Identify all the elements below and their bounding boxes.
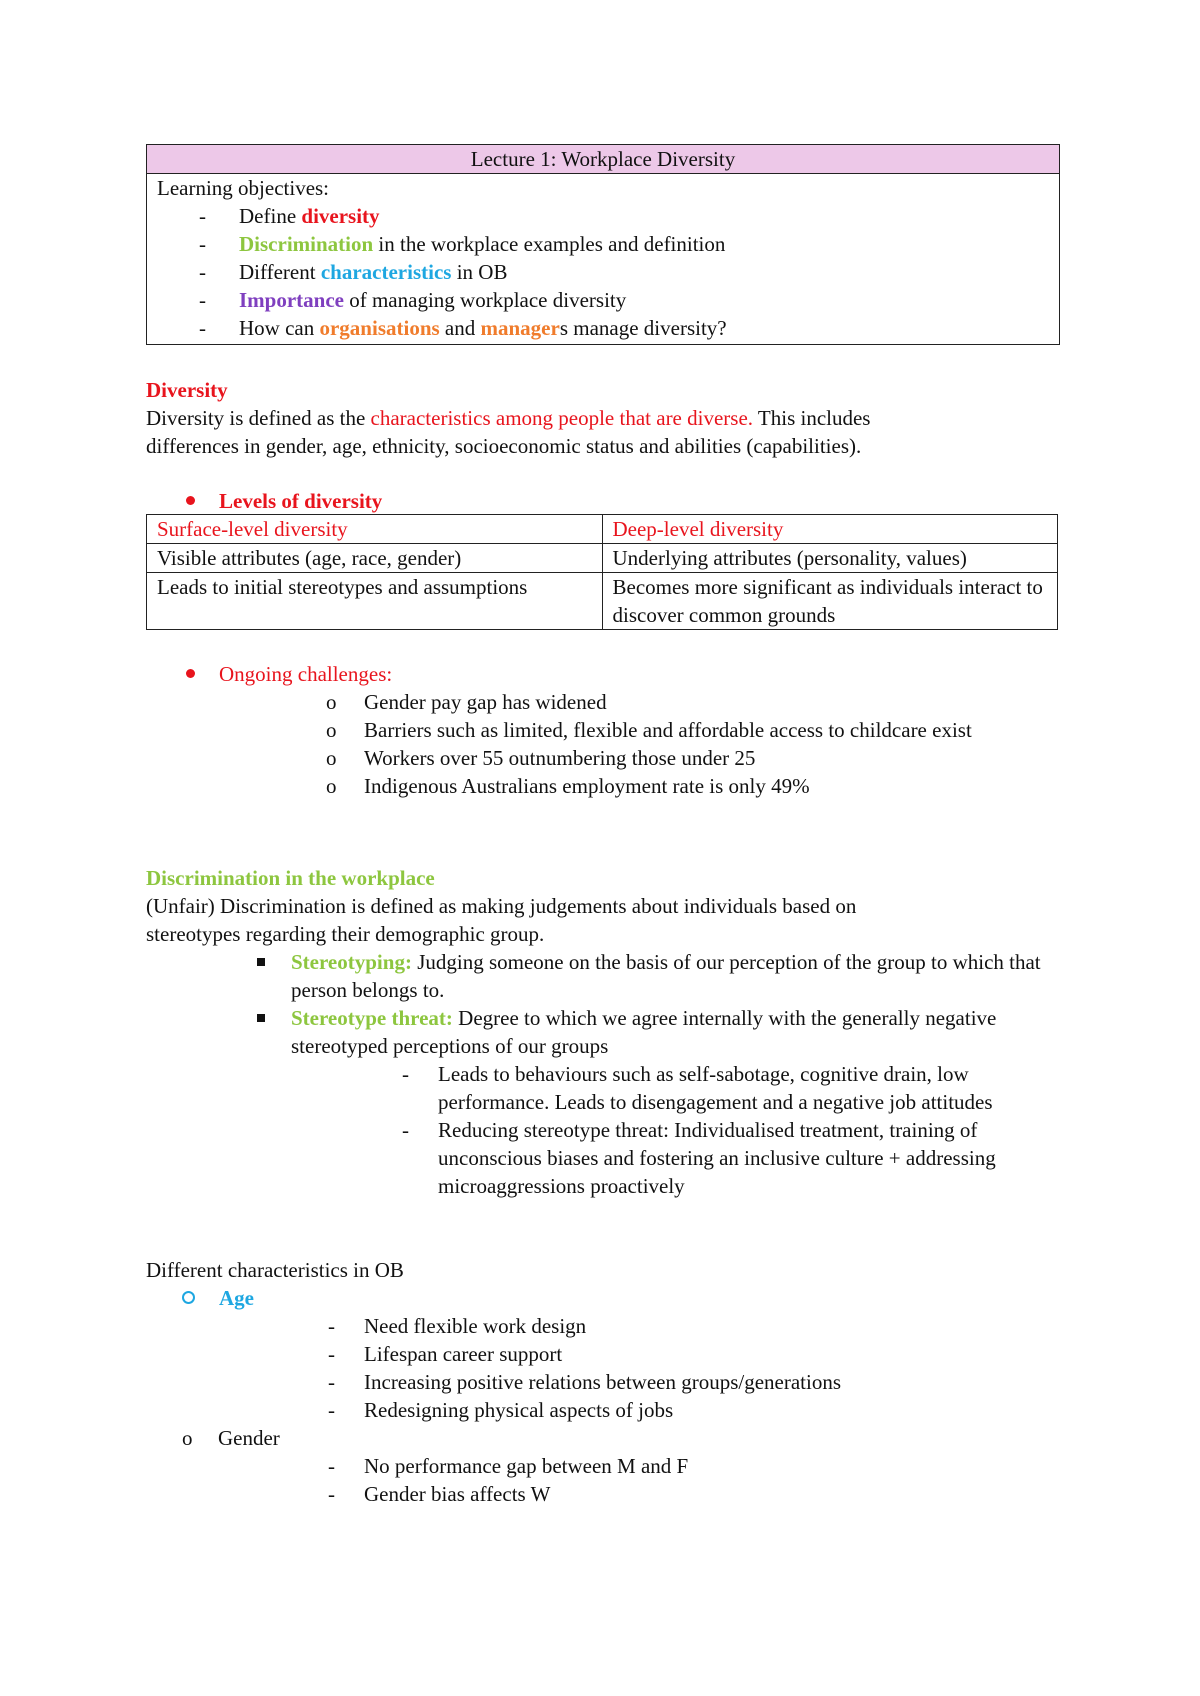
levels-table <box>146 514 1058 630</box>
table-row <box>147 515 1058 544</box>
age-label: Age <box>219 1286 254 1310</box>
objectives-body <box>147 174 1059 344</box>
gender-row <box>182 1424 280 1452</box>
table-row <box>147 573 1058 630</box>
objectives-list <box>157 202 1059 342</box>
table-cell: Underlying attributes (personality, values) <box>602 544 1058 573</box>
table-cell: Visible attributes (age, race, gender) <box>147 544 603 573</box>
levels-heading: Levels of diversity <box>219 489 383 513</box>
list-item: - Lifespan career support <box>328 1342 563 1366</box>
list-item: - Need flexible work design <box>328 1314 587 1338</box>
bullet-dot-icon <box>186 496 195 505</box>
table-header-cell: Surface-level diversity <box>147 515 603 544</box>
list-item: o Indigenous Australians employment rate is only 49% <box>326 774 810 798</box>
diversity-paragraph: Diversity is defined as the characteristics among people that are diverse. This includes <box>146 406 871 430</box>
challenges-heading-row <box>146 660 1058 688</box>
objectives-table <box>146 144 1060 345</box>
o-bullet-icon: o <box>182 1426 193 1450</box>
discrimination-paragraph: (Unfair) Discrimination is defined as making judgements about individuals based on <box>146 894 857 918</box>
discrimination-heading: Discrimination in the workplace <box>146 866 435 890</box>
age-row <box>182 1284 254 1312</box>
diversity-section <box>146 376 1058 460</box>
challenges-list <box>326 688 1056 800</box>
objective-item: - Importance of managing workplace diversity <box>199 288 627 312</box>
age-list <box>326 1312 1056 1424</box>
list-item: Stereotype threat: Degree to which we agree internally with the generally negative stereotyped perceptions of our groups <box>255 1004 1055 1060</box>
diversity-paragraph-line2: differences in gender, age, ethnicity, socioeconomic status and abilities (capabilities). <box>146 434 862 458</box>
table-header-cell: Deep-level diversity <box>602 515 1058 544</box>
gender-list <box>326 1452 1056 1508</box>
objective-item: - Different characteristics in OB <box>199 260 508 284</box>
objective-item: - Discrimination in the workplace examples and definition <box>199 232 726 256</box>
objectives-intro: Learning objectives: <box>157 176 330 200</box>
list-item: Stereotyping: Judging someone on the basis of our perception of the group to which that person belongs to. <box>255 948 1055 1004</box>
list-item: - No performance gap between M and F <box>328 1454 689 1478</box>
table-row <box>147 544 1058 573</box>
bullet-dot-icon <box>186 669 195 678</box>
stereotype-list <box>255 948 1055 1060</box>
discrimination-paragraph-line2: stereotypes regarding their demographic group. <box>146 922 545 946</box>
levels-heading-row <box>146 487 1058 515</box>
diversity-heading: Diversity <box>146 378 228 402</box>
list-item: o Workers over 55 outnumbering those under 25 <box>326 746 756 770</box>
table-cell: Leads to initial stereotypes and assumptions <box>147 573 603 630</box>
challenges-heading: Ongoing challenges: <box>219 662 393 686</box>
list-item: o Barriers such as limited, flexible and affordable access to childcare exist <box>326 718 972 742</box>
objective-item: - Define diversity <box>199 204 380 228</box>
list-item: o Gender pay gap has widened <box>326 690 607 714</box>
discrimination-section <box>146 864 1058 948</box>
objectives-title: Lecture 1: Workplace Diversity <box>147 145 1059 174</box>
list-item: - Leads to behaviours such as self-sabotage, cognitive drain, low performance. Leads to disengagement and a negative job attitudes <box>402 1062 993 1114</box>
list-item: - Redesigning physical aspects of jobs <box>328 1398 674 1422</box>
square-bullet-icon <box>257 958 265 966</box>
objective-item: - How can organisations and managers manage diversity? <box>199 316 727 340</box>
square-bullet-icon <box>257 1014 265 1022</box>
circle-bullet-icon <box>182 1291 195 1304</box>
table-cell: Becomes more significant as individuals interact to discover common grounds <box>602 573 1058 630</box>
list-item: - Gender bias affects W <box>328 1482 551 1506</box>
gender-label: Gender <box>218 1426 280 1450</box>
list-item: - Reducing stereotype threat: Individualised treatment, training of unconscious biases and fostering an inclusive culture + addressing microaggressions proactively <box>402 1118 996 1198</box>
list-item: - Increasing positive relations between groups/generations <box>328 1370 842 1394</box>
threat-sub-list <box>400 1060 1060 1200</box>
characteristics-heading: Different characteristics in OB <box>146 1258 404 1282</box>
